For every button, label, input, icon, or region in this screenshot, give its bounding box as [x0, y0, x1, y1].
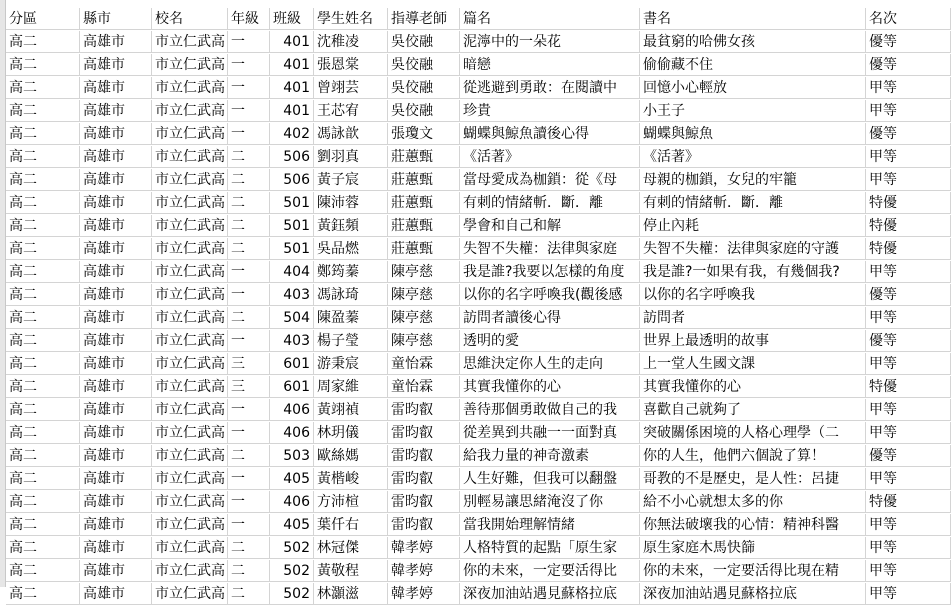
cell-essay-title[interactable]: 從逃避到勇敢：在閱讀中 — [460, 77, 640, 99]
cell-school[interactable]: 市立仁武高 — [152, 123, 228, 145]
cell-city[interactable]: 高雄市 — [80, 376, 152, 398]
cell-grade[interactable]: 二 — [228, 192, 270, 214]
cell-essay-title[interactable]: 當母愛成為枷鎖：從《母 — [460, 169, 640, 191]
cell-rank[interactable]: 特優 — [866, 376, 951, 398]
cell-class[interactable]: 406 — [270, 399, 314, 421]
cell-class[interactable]: 406 — [270, 422, 314, 444]
table-row — [6, 77, 951, 99]
cell-class[interactable]: 404 — [270, 261, 314, 283]
cell-school[interactable]: 市立仁武高 — [152, 399, 228, 421]
cell-district[interactable]: 高二 — [6, 353, 80, 375]
cell-book-title[interactable]: 給不小心就想太多的你 — [640, 491, 866, 513]
column-header-teacher[interactable]: 指導老師 — [388, 8, 460, 30]
cell-book-title[interactable]: 深夜加油站遇見蘇格拉底 — [640, 583, 866, 605]
cell-grade[interactable]: 一 — [228, 54, 270, 76]
cell-district[interactable]: 高二 — [6, 560, 80, 582]
cell-essay-title[interactable]: 學會和自己和解 — [460, 215, 640, 237]
cell-grade[interactable]: 二 — [228, 307, 270, 329]
cell-student-name[interactable]: 沈稚凌 — [314, 31, 388, 53]
cell-class[interactable]: 504 — [270, 307, 314, 329]
cell-class[interactable]: 401 — [270, 31, 314, 53]
cell-school[interactable]: 市立仁武高 — [152, 284, 228, 306]
table-row — [6, 353, 951, 375]
cell-essay-title[interactable]: 有刺的情緒斬．斷．離 — [460, 192, 640, 214]
cell-school[interactable]: 市立仁武高 — [152, 54, 228, 76]
cell-essay-title[interactable]: 人生好難，但我可以翻盤 — [460, 468, 640, 490]
cell-city[interactable]: 高雄市 — [80, 330, 152, 352]
column-header-school[interactable]: 校名 — [152, 8, 228, 30]
cell-class[interactable]: 401 — [270, 100, 314, 122]
cell-class[interactable]: 502 — [270, 560, 314, 582]
cell-school[interactable]: 市立仁武高 — [152, 445, 228, 467]
column-header-essay-title[interactable]: 篇名 — [460, 8, 640, 30]
cell-book-title[interactable]: 喜歡自己就夠了 — [640, 399, 866, 421]
cell-grade[interactable]: 一 — [228, 514, 270, 536]
cell-teacher[interactable]: 童怡霖 — [388, 376, 460, 398]
cell-city[interactable]: 高雄市 — [80, 583, 152, 605]
table-row — [6, 261, 951, 283]
cell-rank[interactable]: 甲等 — [866, 468, 951, 490]
cell-school[interactable]: 市立仁武高 — [152, 215, 228, 237]
cell-book-title[interactable]: 你的人生，他們六個說了算！ — [640, 445, 866, 467]
cell-school[interactable]: 市立仁武高 — [152, 100, 228, 122]
cell-city[interactable]: 高雄市 — [80, 215, 152, 237]
cell-teacher[interactable]: 莊蕙甄 — [388, 146, 460, 168]
cell-class[interactable]: 401 — [270, 77, 314, 99]
cell-essay-title[interactable]: 透明的愛 — [460, 330, 640, 352]
cell-grade[interactable]: 一 — [228, 491, 270, 513]
cell-rank[interactable]: 甲等 — [866, 537, 951, 559]
cell-student-name[interactable]: 黃鈺頻 — [314, 215, 388, 237]
cell-class[interactable]: 502 — [270, 583, 314, 605]
table-row — [6, 468, 951, 490]
cell-teacher[interactable]: 雷昀叡 — [388, 399, 460, 421]
cell-rank[interactable]: 甲等 — [866, 100, 951, 122]
cell-school[interactable]: 市立仁武高 — [152, 169, 228, 191]
cell-book-title[interactable]: 原生家庭木馬快篩 — [640, 537, 866, 559]
cell-class[interactable]: 601 — [270, 376, 314, 398]
cell-rank[interactable]: 優等 — [866, 123, 951, 145]
cell-school[interactable]: 市立仁武高 — [152, 422, 228, 444]
cell-student-name[interactable]: 劉羽真 — [314, 146, 388, 168]
cell-grade[interactable]: 一 — [228, 399, 270, 421]
header-row — [6, 8, 951, 30]
cell-class[interactable]: 503 — [270, 445, 314, 467]
cell-grade[interactable]: 一 — [228, 31, 270, 53]
cell-grade[interactable]: 二 — [228, 169, 270, 191]
cell-rank[interactable]: 特優 — [866, 238, 951, 260]
cell-student-name[interactable]: 林冠傑 — [314, 537, 388, 559]
cell-rank[interactable]: 特優 — [866, 491, 951, 513]
cell-book-title[interactable]: 訪問者 — [640, 307, 866, 329]
cell-student-name[interactable]: 陳沛蓉 — [314, 192, 388, 214]
cell-city[interactable]: 高雄市 — [80, 284, 152, 306]
table-row — [6, 284, 951, 306]
cell-grade[interactable]: 二 — [228, 583, 270, 605]
cell-student-name[interactable]: 林玥儀 — [314, 422, 388, 444]
cell-school[interactable]: 市立仁武高 — [152, 77, 228, 99]
cell-city[interactable]: 高雄市 — [80, 537, 152, 559]
cell-district[interactable]: 高二 — [6, 146, 80, 168]
cell-district[interactable]: 高二 — [6, 169, 80, 191]
cell-rank[interactable]: 優等 — [866, 330, 951, 352]
cell-book-title[interactable]: 有刺的情緒斬．斷．離 — [640, 192, 866, 214]
cell-book-title[interactable]: 以你的名字呼喚我 — [640, 284, 866, 306]
cell-district[interactable]: 高二 — [6, 376, 80, 398]
cell-city[interactable]: 高雄市 — [80, 353, 152, 375]
column-header-student-name[interactable]: 學生姓名 — [314, 8, 388, 30]
cell-grade[interactable]: 一 — [228, 284, 270, 306]
cell-school[interactable]: 市立仁武高 — [152, 261, 228, 283]
cell-school[interactable]: 市立仁武高 — [152, 146, 228, 168]
cell-teacher[interactable]: 雷昀叡 — [388, 491, 460, 513]
cell-class[interactable]: 501 — [270, 215, 314, 237]
cell-student-name[interactable]: 馮詠琦 — [314, 284, 388, 306]
cell-school[interactable]: 市立仁武高 — [152, 583, 228, 605]
cell-book-title[interactable]: 回憶小心輕放 — [640, 77, 866, 99]
cell-teacher[interactable]: 吳佼融 — [388, 77, 460, 99]
cell-district[interactable]: 高二 — [6, 238, 80, 260]
cell-essay-title[interactable]: 人格特質的起點「原生家 — [460, 537, 640, 559]
cell-class[interactable]: 501 — [270, 238, 314, 260]
cell-essay-title[interactable]: 訪問者讀後心得 — [460, 307, 640, 329]
table-row — [6, 399, 951, 421]
cell-rank[interactable]: 甲等 — [866, 169, 951, 191]
cell-class[interactable]: 402 — [270, 123, 314, 145]
cell-student-name[interactable]: 黃楷峻 — [314, 468, 388, 490]
table-row — [6, 54, 951, 76]
cell-city[interactable]: 高雄市 — [80, 491, 152, 513]
cell-grade[interactable]: 三 — [228, 376, 270, 398]
cell-teacher[interactable]: 陳亭慈 — [388, 307, 460, 329]
cell-student-name[interactable]: 黃子宸 — [314, 169, 388, 191]
cell-class[interactable]: 406 — [270, 491, 314, 513]
cell-essay-title[interactable]: 從差異到共融一一面對真 — [460, 422, 640, 444]
cell-city[interactable]: 高雄市 — [80, 468, 152, 490]
cell-essay-title[interactable]: 珍貴 — [460, 100, 640, 122]
cell-rank[interactable]: 甲等 — [866, 560, 951, 582]
table-row — [6, 238, 951, 260]
cell-school[interactable]: 市立仁武高 — [152, 560, 228, 582]
cell-essay-title[interactable]: 我是誰?我要以怎樣的角度 — [460, 261, 640, 283]
cell-rank[interactable]: 優等 — [866, 31, 951, 53]
cell-city[interactable]: 高雄市 — [80, 100, 152, 122]
cell-essay-title[interactable]: 泥濘中的一朵花 — [460, 31, 640, 53]
column-header-grade[interactable]: 年級 — [228, 8, 270, 30]
cell-city[interactable]: 高雄市 — [80, 77, 152, 99]
column-header-class[interactable]: 班級 — [270, 8, 314, 30]
cell-book-title[interactable]: 蝴蝶與鯨魚 — [640, 123, 866, 145]
table-row — [6, 307, 951, 329]
cell-teacher[interactable]: 陳亭慈 — [388, 284, 460, 306]
cell-essay-title[interactable]: 其實我懂你的心 — [460, 376, 640, 398]
table-row — [6, 215, 951, 237]
table-row — [6, 491, 951, 513]
cell-school[interactable]: 市立仁武高 — [152, 468, 228, 490]
cell-book-title[interactable]: 母親的枷鎖，女兒的牢籠 — [640, 169, 866, 191]
table-row — [6, 330, 951, 352]
cell-teacher[interactable]: 陳亭慈 — [388, 330, 460, 352]
cell-book-title[interactable]: 停止內耗 — [640, 215, 866, 237]
cell-grade[interactable]: 二 — [228, 560, 270, 582]
cell-student-name[interactable]: 游秉宸 — [314, 353, 388, 375]
cell-district[interactable]: 高二 — [6, 284, 80, 306]
cell-student-name[interactable]: 林灝滋 — [314, 583, 388, 605]
cell-teacher[interactable]: 雷昀叡 — [388, 422, 460, 444]
cell-teacher[interactable]: 莊蕙甄 — [388, 192, 460, 214]
cell-rank[interactable]: 特優 — [866, 192, 951, 214]
cell-district[interactable]: 高二 — [6, 307, 80, 329]
cell-class[interactable]: 502 — [270, 537, 314, 559]
cell-teacher[interactable]: 韓孝婷 — [388, 583, 460, 605]
table-row — [6, 445, 951, 467]
cell-essay-title[interactable]: 善待那個勇敢做自己的我 — [460, 399, 640, 421]
cell-teacher[interactable]: 韓孝婷 — [388, 560, 460, 582]
cell-grade[interactable]: 三 — [228, 353, 270, 375]
cell-teacher[interactable]: 張瓊文 — [388, 123, 460, 145]
cell-district[interactable]: 高二 — [6, 261, 80, 283]
cell-city[interactable]: 高雄市 — [80, 192, 152, 214]
cell-rank[interactable]: 優等 — [866, 54, 951, 76]
cell-essay-title[interactable]: 深夜加油站遇見蘇格拉底 — [460, 583, 640, 605]
cell-essay-title[interactable]: 蝴蝶與鯨魚讀後心得 — [460, 123, 640, 145]
cell-student-name[interactable]: 吳品燃 — [314, 238, 388, 260]
cell-grade[interactable]: 一 — [228, 422, 270, 444]
cell-essay-title[interactable]: 給我力量的神奇激素 — [460, 445, 640, 467]
cell-book-title[interactable]: 突破關係困境的人格心理學（二 — [640, 422, 866, 444]
cell-district[interactable]: 高二 — [6, 445, 80, 467]
cell-school[interactable]: 市立仁武高 — [152, 353, 228, 375]
column-header-book-title[interactable]: 書名 — [640, 8, 866, 30]
cell-teacher[interactable]: 雷昀叡 — [388, 468, 460, 490]
cell-teacher[interactable]: 莊蕙甄 — [388, 169, 460, 191]
cell-student-name[interactable]: 葉仟右 — [314, 514, 388, 536]
cell-school[interactable]: 市立仁武高 — [152, 491, 228, 513]
cell-grade[interactable]: 一 — [228, 100, 270, 122]
cell-grade[interactable]: 一 — [228, 261, 270, 283]
cell-teacher[interactable]: 童怡霖 — [388, 353, 460, 375]
cell-rank[interactable]: 特優 — [866, 215, 951, 237]
cell-district[interactable]: 高二 — [6, 399, 80, 421]
cell-school[interactable]: 市立仁武高 — [152, 192, 228, 214]
table-row — [6, 422, 951, 444]
cell-rank[interactable]: 甲等 — [866, 583, 951, 605]
cell-grade[interactable]: 一 — [228, 468, 270, 490]
table-row — [6, 583, 951, 605]
cell-city[interactable]: 高雄市 — [80, 261, 152, 283]
cell-rank[interactable]: 甲等 — [866, 422, 951, 444]
cell-essay-title[interactable]: 暗戀 — [460, 54, 640, 76]
cell-student-name[interactable]: 鄭筠蓁 — [314, 261, 388, 283]
cell-book-title[interactable]: 偷偷藏不住 — [640, 54, 866, 76]
cell-school[interactable]: 市立仁武高 — [152, 376, 228, 398]
cell-school[interactable]: 市立仁武高 — [152, 238, 228, 260]
cell-essay-title[interactable]: 當我開始理解情緒 — [460, 514, 640, 536]
cell-student-name[interactable]: 黃敬程 — [314, 560, 388, 582]
cell-rank[interactable]: 甲等 — [866, 514, 951, 536]
cell-district[interactable]: 高二 — [6, 215, 80, 237]
column-header-district[interactable]: 分區 — [6, 8, 80, 30]
cell-teacher[interactable]: 吳佼融 — [388, 54, 460, 76]
cell-book-title[interactable]: 其實我懂你的心 — [640, 376, 866, 398]
cell-school[interactable]: 市立仁武高 — [152, 537, 228, 559]
cell-book-title[interactable]: 我是誰?一如果有我，有幾個我? — [640, 261, 866, 283]
cell-essay-title[interactable]: 別輕易讓思緒淹沒了你 — [460, 491, 640, 513]
cell-grade[interactable]: 二 — [228, 215, 270, 237]
cell-school[interactable]: 市立仁武高 — [152, 307, 228, 329]
table-row — [6, 31, 951, 53]
cell-district[interactable]: 高二 — [6, 422, 80, 444]
cell-city[interactable]: 高雄市 — [80, 560, 152, 582]
table-row — [6, 169, 951, 191]
cell-grade[interactable]: 一 — [228, 123, 270, 145]
cell-rank[interactable]: 優等 — [866, 284, 951, 306]
cell-essay-title[interactable]: 以你的名字呼喚我(觀後感 — [460, 284, 640, 306]
cell-district[interactable]: 高二 — [6, 330, 80, 352]
cell-class[interactable]: 506 — [270, 169, 314, 191]
cell-book-title[interactable]: 上一堂人生國文課 — [640, 353, 866, 375]
cell-grade[interactable]: 二 — [228, 146, 270, 168]
cell-book-title[interactable]: 你的未來，一定要活得比現在精 — [640, 560, 866, 582]
table-row — [6, 376, 951, 398]
cell-city[interactable]: 高雄市 — [80, 169, 152, 191]
cell-district[interactable]: 高二 — [6, 123, 80, 145]
cell-teacher[interactable]: 莊蕙甄 — [388, 215, 460, 237]
cell-book-title[interactable]: 失智不失權：法律與家庭的守護 — [640, 238, 866, 260]
cell-rank[interactable]: 甲等 — [866, 77, 951, 99]
cell-rank[interactable]: 甲等 — [866, 399, 951, 421]
cell-book-title[interactable]: 最貧窮的哈佛女孩 — [640, 31, 866, 53]
cell-rank[interactable]: 甲等 — [866, 146, 951, 168]
table-row — [6, 537, 951, 559]
cell-student-name[interactable]: 周家維 — [314, 376, 388, 398]
cell-rank[interactable]: 甲等 — [866, 261, 951, 283]
cell-student-name[interactable]: 張恩棠 — [314, 54, 388, 76]
cell-teacher[interactable]: 陳亭慈 — [388, 261, 460, 283]
table-row — [6, 192, 951, 214]
cell-city[interactable]: 高雄市 — [80, 123, 152, 145]
cell-district[interactable]: 高二 — [6, 468, 80, 490]
cell-district[interactable]: 高二 — [6, 100, 80, 122]
cell-book-title[interactable]: 世界上最透明的故事 — [640, 330, 866, 352]
cell-book-title[interactable]: 《活著》 — [640, 146, 866, 168]
cell-student-name[interactable]: 王芯宥 — [314, 100, 388, 122]
cell-class[interactable]: 405 — [270, 514, 314, 536]
cell-student-name[interactable]: 陳盈蓁 — [314, 307, 388, 329]
cell-grade[interactable]: 一 — [228, 77, 270, 99]
cell-school[interactable]: 市立仁武高 — [152, 514, 228, 536]
cell-city[interactable]: 高雄市 — [80, 514, 152, 536]
cell-essay-title[interactable]: 思維決定你人生的走向 — [460, 353, 640, 375]
cell-class[interactable]: 501 — [270, 192, 314, 214]
cell-class[interactable]: 601 — [270, 353, 314, 375]
cell-city[interactable]: 高雄市 — [80, 146, 152, 168]
cell-class[interactable]: 405 — [270, 468, 314, 490]
cell-district[interactable]: 高二 — [6, 54, 80, 76]
cell-district[interactable]: 高二 — [6, 77, 80, 99]
cell-district[interactable]: 高二 — [6, 583, 80, 605]
cell-essay-title[interactable]: 你的未來，一定要活得比 — [460, 560, 640, 582]
cell-city[interactable]: 高雄市 — [80, 445, 152, 467]
table-row — [6, 514, 951, 536]
column-header-city[interactable]: 縣市 — [80, 8, 152, 30]
cell-student-name[interactable]: 歐絲媽 — [314, 445, 388, 467]
cell-grade[interactable]: 二 — [228, 445, 270, 467]
cell-city[interactable]: 高雄市 — [80, 422, 152, 444]
cell-grade[interactable]: 一 — [228, 330, 270, 352]
cell-district[interactable]: 高二 — [6, 491, 80, 513]
cell-grade[interactable]: 二 — [228, 238, 270, 260]
cell-student-name[interactable]: 黃翊禎 — [314, 399, 388, 421]
cell-student-name[interactable]: 馮詠歆 — [314, 123, 388, 145]
cell-teacher[interactable]: 雷昀叡 — [388, 445, 460, 467]
cell-city[interactable]: 高雄市 — [80, 31, 152, 53]
cell-rank[interactable]: 甲等 — [866, 353, 951, 375]
table-row — [6, 123, 951, 145]
cell-district[interactable]: 高二 — [6, 31, 80, 53]
cell-district[interactable]: 高二 — [6, 192, 80, 214]
cell-city[interactable]: 高雄市 — [80, 238, 152, 260]
cell-district[interactable]: 高二 — [6, 537, 80, 559]
cell-district[interactable]: 高二 — [6, 514, 80, 536]
cell-essay-title[interactable]: 《活著》 — [460, 146, 640, 168]
cell-city[interactable]: 高雄市 — [80, 307, 152, 329]
cell-class[interactable]: 403 — [270, 330, 314, 352]
cell-teacher[interactable]: 吳佼融 — [388, 31, 460, 53]
cell-student-name[interactable]: 楊子瑩 — [314, 330, 388, 352]
cell-book-title[interactable]: 你無法破壞我的心情：精神科醫 — [640, 514, 866, 536]
column-header-rank[interactable]: 名次 — [866, 8, 951, 30]
cell-rank[interactable]: 甲等 — [866, 307, 951, 329]
cell-book-title[interactable]: 哥教的不是歷史，是人性：呂捷 — [640, 468, 866, 490]
cell-student-name[interactable]: 曾翊芸 — [314, 77, 388, 99]
table-row — [6, 100, 951, 122]
cell-rank[interactable]: 優等 — [866, 445, 951, 467]
table-row — [6, 146, 951, 168]
cell-class[interactable]: 403 — [270, 284, 314, 306]
cell-teacher[interactable]: 韓孝婷 — [388, 537, 460, 559]
cell-teacher[interactable]: 吳佼融 — [388, 100, 460, 122]
cell-grade[interactable]: 二 — [228, 537, 270, 559]
cell-essay-title[interactable]: 失智不失權：法律與家庭 — [460, 238, 640, 260]
cell-city[interactable]: 高雄市 — [80, 399, 152, 421]
cell-school[interactable]: 市立仁武高 — [152, 31, 228, 53]
cell-class[interactable]: 401 — [270, 54, 314, 76]
cell-teacher[interactable]: 雷昀叡 — [388, 514, 460, 536]
cell-teacher[interactable]: 莊蕙甄 — [388, 238, 460, 260]
cell-student-name[interactable]: 方沛楦 — [314, 491, 388, 513]
cell-book-title[interactable]: 小王子 — [640, 100, 866, 122]
table-row — [6, 560, 951, 582]
cell-school[interactable]: 市立仁武高 — [152, 330, 228, 352]
cell-class[interactable]: 506 — [270, 146, 314, 168]
cell-city[interactable]: 高雄市 — [80, 54, 152, 76]
